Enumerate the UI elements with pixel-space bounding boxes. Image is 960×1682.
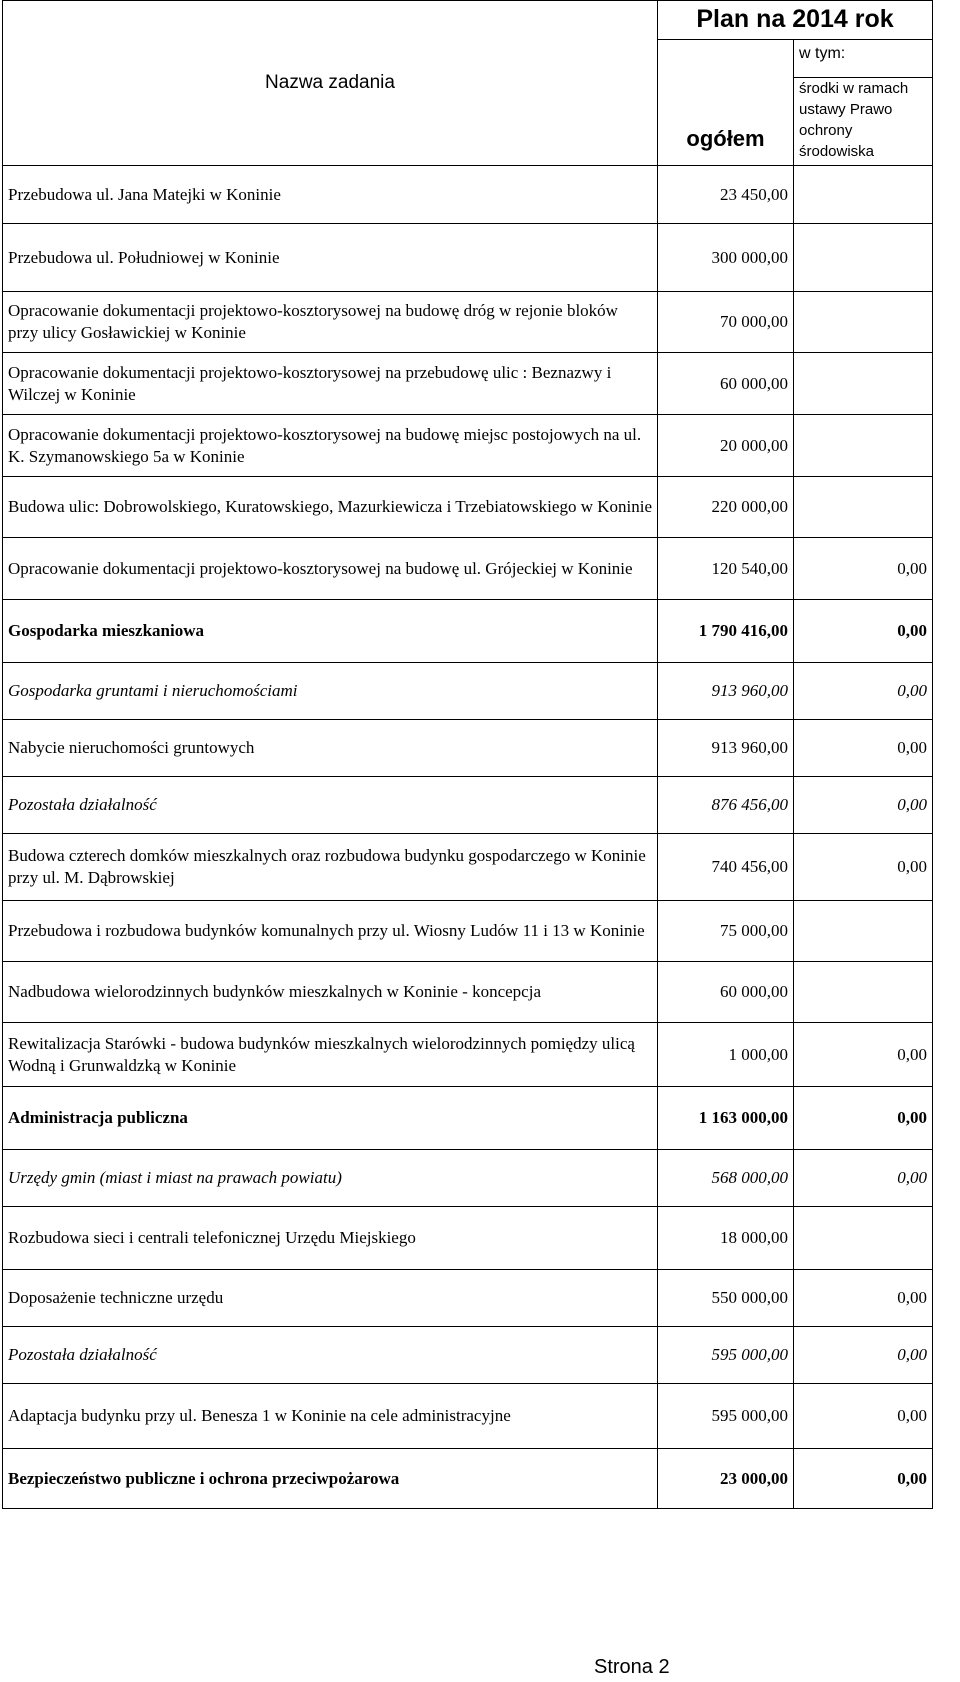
plan-title: Plan na 2014 rok: [658, 0, 933, 39]
env-law-amount-cell: [794, 1207, 933, 1270]
table-row: [3, 292, 933, 353]
env-law-amount-cell: [794, 415, 933, 477]
env-law-line: ochrony środowiska: [799, 122, 875, 160]
env-law-amount-cell: 0,00: [794, 663, 933, 720]
total-header: ogółem: [658, 40, 794, 166]
task-name-cell: Doposażenie techniczne urzędu: [3, 1270, 658, 1327]
budget-table: [2, 0, 933, 1509]
task-name-cell: Pozostała działalność: [3, 1327, 658, 1384]
table-row: [3, 777, 933, 834]
total-amount-cell: 1 163 000,00: [658, 1087, 794, 1150]
env-law-amount-cell: 0,00: [794, 777, 933, 834]
table-row: [3, 477, 933, 538]
total-amount-cell: 75 000,00: [658, 901, 794, 962]
env-law-amount-cell: 0,00: [794, 720, 933, 777]
total-amount-cell: 60 000,00: [658, 353, 794, 415]
task-name-cell: Opracowanie dokumentacji projektowo-kosztorysowej na budowę dróg w rejonie bloków przy ulicy Gosławickiej w Koninie: [3, 292, 658, 353]
total-amount-cell: 550 000,00: [658, 1270, 794, 1327]
task-name-cell: Opracowanie dokumentacji projektowo-kosztorysowej na przebudowę ulic : Beznazwy i Wilczej w Koninie: [3, 353, 658, 415]
table-row: [3, 663, 933, 720]
env-law-amount-cell: [794, 901, 933, 962]
table-row: [3, 834, 933, 901]
env-law-amount-cell: [794, 292, 933, 353]
task-name-cell: Urzędy gmin (miast i miast na prawach powiatu): [3, 1150, 658, 1207]
header-row-title: [3, 1, 933, 40]
env-law-amount-cell: 0,00: [794, 600, 933, 663]
task-name-cell: Adaptacja budynku przy ul. Benesza 1 w Koninie na cele administracyjne: [3, 1384, 658, 1449]
table-row: [3, 901, 933, 962]
table-row: [3, 962, 933, 1023]
table-row: [3, 1023, 933, 1087]
total-amount-cell: 876 456,00: [658, 777, 794, 834]
task-name-cell: Przebudowa i rozbudowa budynków komunalnych przy ul. Wiosny Ludów 11 i 13 w Koninie: [3, 901, 658, 962]
task-name-cell: Nabycie nieruchomości gruntowych: [3, 720, 658, 777]
task-name-cell: Budowa ulic: Dobrowolskiego, Kuratowskiego, Mazurkiewicza i Trzebiatowskiego w Koninie: [3, 477, 658, 538]
task-name-cell: Opracowanie dokumentacji projektowo-kosztorysowej na budowę ul. Grójeckiej w Koninie: [3, 538, 658, 600]
env-law-amount-cell: 0,00: [794, 1270, 933, 1327]
env-law-amount-cell: 0,00: [794, 1023, 933, 1087]
task-name-cell: Przebudowa ul. Południowej w Koninie: [3, 224, 658, 292]
env-law-line: środki w ramach: [799, 80, 909, 97]
total-amount-cell: 120 540,00: [658, 538, 794, 600]
task-name-cell: Pozostała działalność: [3, 777, 658, 834]
task-name-cell: Rewitalizacja Starówki - budowa budynków mieszkalnych wielorodzinnych pomiędzy ulicą Wodną i Grunwaldzką w Koninie: [3, 1023, 658, 1087]
env-law-amount-cell: [794, 962, 933, 1023]
env-law-amount-cell: 0,00: [794, 1327, 933, 1384]
env-law-amount-cell: 0,00: [794, 538, 933, 600]
budget-rows: [3, 166, 933, 1509]
table-row: [3, 1207, 933, 1270]
table-row: [3, 1150, 933, 1207]
task-name-header: Nazwa zadania: [3, 1, 658, 166]
table-row: [3, 166, 933, 224]
task-name-cell: Administracja publiczna: [3, 1087, 658, 1150]
task-name-cell: Przebudowa ul. Jana Matejki w Koninie: [3, 166, 658, 224]
table-row: [3, 224, 933, 292]
total-amount-cell: 60 000,00: [658, 962, 794, 1023]
env-law-amount-cell: 0,00: [794, 1150, 933, 1207]
total-amount-cell: 220 000,00: [658, 477, 794, 538]
table-row: [3, 538, 933, 600]
table-row: [3, 353, 933, 415]
task-name-cell: Nadbudowa wielorodzinnych budynków mieszkalnych w Koninie - koncepcja: [3, 962, 658, 1023]
table-row: [3, 415, 933, 477]
env-law-header: [794, 78, 933, 166]
total-amount-cell: 300 000,00: [658, 224, 794, 292]
total-amount-cell: 23 450,00: [658, 166, 794, 224]
env-law-amount-cell: [794, 353, 933, 415]
env-law-line: ustawy Prawo: [799, 101, 893, 118]
env-law-amount-cell: 0,00: [794, 1384, 933, 1449]
total-amount-cell: 18 000,00: [658, 1207, 794, 1270]
env-law-amount-cell: 0,00: [794, 1449, 933, 1509]
total-amount-cell: 568 000,00: [658, 1150, 794, 1207]
total-amount-cell: 23 000,00: [658, 1449, 794, 1509]
task-name-cell: Budowa czterech domków mieszkalnych oraz rozbudowa budynku gospodarczego w Koninie przy ul. M. Dąbrowskiej: [3, 834, 658, 901]
total-amount-cell: 70 000,00: [658, 292, 794, 353]
task-name-cell: Bezpieczeństwo publiczne i ochrona przeciwpożarowa: [3, 1449, 658, 1509]
table-row: [3, 1270, 933, 1327]
task-name-cell: Opracowanie dokumentacji projektowo-kosztorysowej na budowę miejsc postojowych na ul. K. Szymanowskiego 5a w Koninie: [3, 415, 658, 477]
env-law-amount-cell: 0,00: [794, 834, 933, 901]
task-name-cell: Gospodarka gruntami i nieruchomościami: [3, 663, 658, 720]
total-amount-cell: 595 000,00: [658, 1384, 794, 1449]
including-header: w tym:: [794, 40, 933, 78]
total-amount-cell: 20 000,00: [658, 415, 794, 477]
total-amount-cell: 913 960,00: [658, 720, 794, 777]
table-row: [3, 1327, 933, 1384]
env-law-amount-cell: [794, 477, 933, 538]
total-amount-cell: 740 456,00: [658, 834, 794, 901]
task-name-cell: Rozbudowa sieci i centrali telefonicznej Urzędu Miejskiego: [3, 1207, 658, 1270]
page-number: Strona 2: [594, 1656, 670, 1678]
table-row: [3, 600, 933, 663]
total-amount-cell: 595 000,00: [658, 1327, 794, 1384]
env-law-amount-cell: [794, 166, 933, 224]
table-row: [3, 1449, 933, 1509]
env-law-amount-cell: [794, 224, 933, 292]
table-row: [3, 1087, 933, 1150]
task-name-cell: Gospodarka mieszkaniowa: [3, 600, 658, 663]
table-row: [3, 1384, 933, 1449]
env-law-amount-cell: 0,00: [794, 1087, 933, 1150]
total-amount-cell: 1 000,00: [658, 1023, 794, 1087]
total-amount-cell: 913 960,00: [658, 663, 794, 720]
table-row: [3, 720, 933, 777]
total-amount-cell: 1 790 416,00: [658, 600, 794, 663]
